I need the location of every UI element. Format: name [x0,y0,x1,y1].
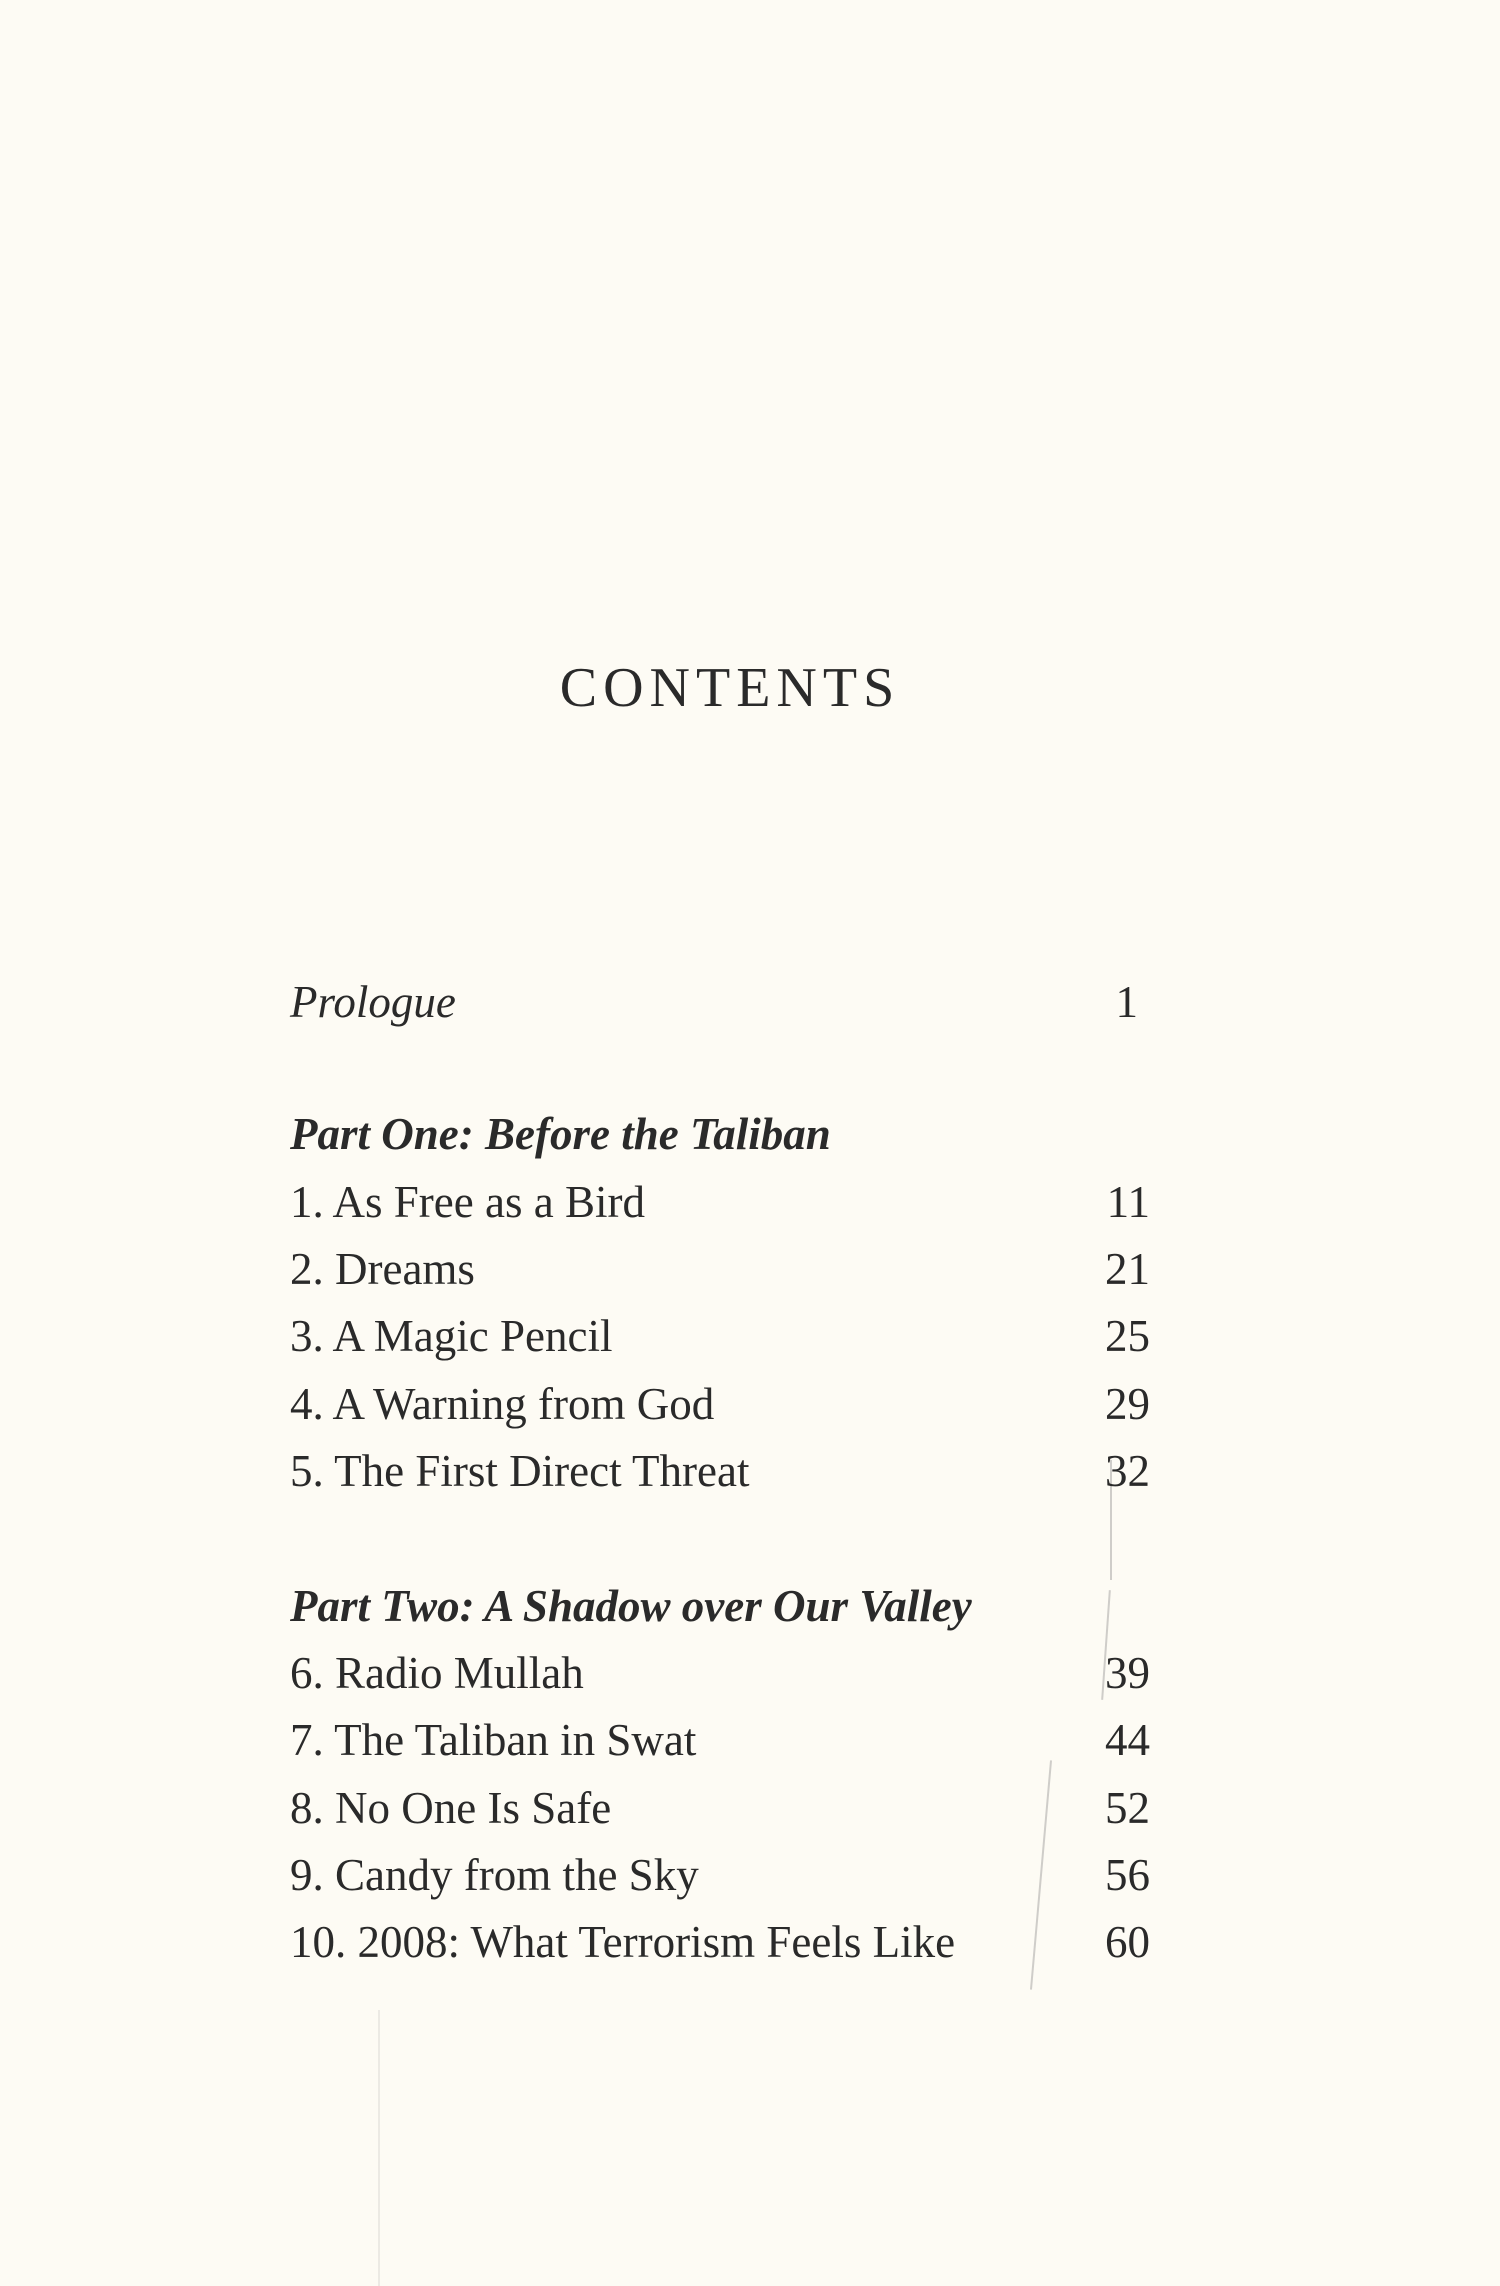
part-title: Part One: Before the Taliban [290,1109,831,1159]
toc-entry-title: 7. The Taliban in Swat [290,1715,697,1765]
toc-entry[interactable] [290,1914,1150,1970]
toc-entry-title: 9. Candy from the Sky [290,1850,699,1900]
toc-entry-prologue[interactable] [290,974,1150,1030]
toc-entry[interactable] [290,1376,1150,1432]
toc-entry-title: 5. The First Direct Threat [290,1446,750,1496]
toc-entry-page: 11 [1106,1177,1150,1227]
toc-entry[interactable] [290,1645,1150,1701]
toc-entry-title: Prologue [290,977,456,1027]
toc-entry-title: 4. A Warning from God [290,1379,715,1429]
toc-entry[interactable] [290,1174,1150,1230]
part-heading [290,1578,1150,1634]
toc-entry-page: 29 [1105,1379,1150,1429]
toc-entry-title: 3. A Magic Pencil [290,1311,613,1361]
toc-entry-page: 32 [1105,1446,1150,1496]
toc-entry[interactable] [290,1241,1150,1297]
toc-entry-title: 2. Dreams [290,1244,475,1294]
toc-entry-page: 56 [1105,1850,1150,1900]
toc-entry-page: 21 [1105,1244,1150,1294]
toc-entry[interactable] [290,1712,1150,1768]
part-title: Part Two: A Shadow over Our Valley [290,1581,972,1631]
toc-entry-title: 8. No One Is Safe [290,1783,612,1833]
toc-entry-page: 1 [1115,977,1138,1027]
toc-entry-title: 10. 2008: What Terrorism Feels Like [290,1917,956,1967]
toc-entry-title: 1. As Free as a Bird [290,1177,645,1227]
toc-entry-page: 25 [1105,1311,1150,1361]
contents-heading: CONTENTS [559,657,901,719]
toc-entry-title: 6. Radio Mullah [290,1648,584,1698]
page-crease [378,2010,380,2286]
toc-entry[interactable] [290,1443,1150,1499]
toc-entry-page: 39 [1105,1648,1150,1698]
toc-entry[interactable] [290,1308,1150,1364]
toc-entry-page: 52 [1105,1783,1150,1833]
part-heading [290,1106,1150,1162]
toc-entry-page: 44 [1105,1715,1150,1765]
toc-entry[interactable] [290,1780,1150,1836]
toc-entry[interactable] [290,1847,1150,1903]
toc-entry-page: 60 [1105,1917,1150,1967]
